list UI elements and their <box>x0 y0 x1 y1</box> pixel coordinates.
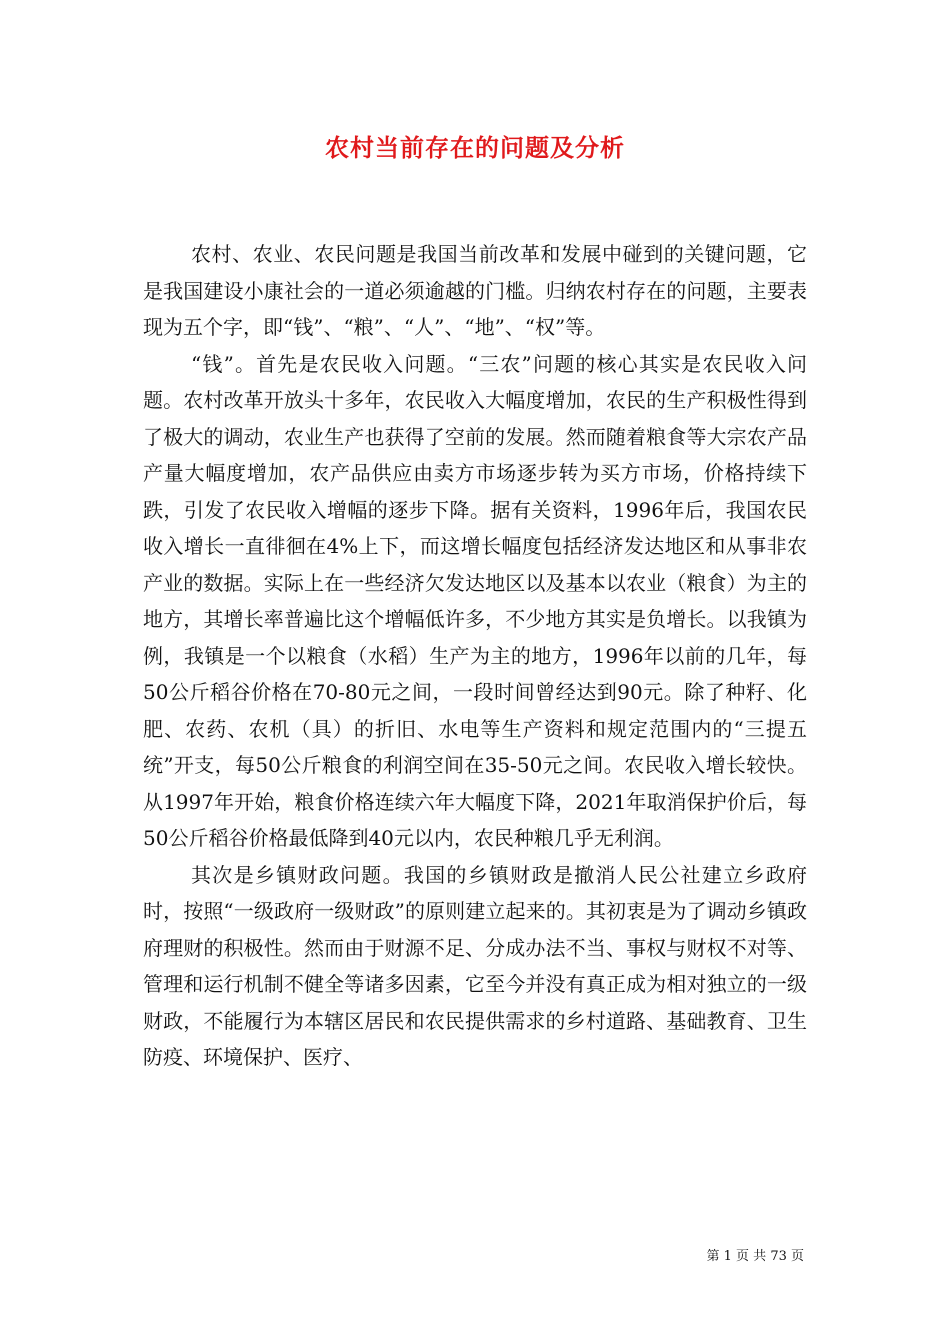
document-body <box>143 236 807 1076</box>
paragraph-money: “钱”。首先是农民收入问题。“三农”问题的核心其实是农民收入问题。农村改革开放头十多年，农民收入大幅度增加，农民的生产积极性得到了极大的调动，农业生产也获得了空前的发展。然而随着粮食等大宗农产品产量大幅度增加，农产品供应由卖方市场逐步转为买方市场，价格持续下跌，引发了农民收入增幅的逐步下降。据有关资料，1996年后，我国农民收入增长一直徘徊在4%上下，而这增长幅度包括经济发达地区和从事非农产业的数据。实际上在一些经济欠发达地区以及基本以农业（粮食）为主的地方，其增长率普遍比这个增幅低许多，不少地方其实是负增长。以我镇为例，我镇是一个以粮食（水稻）生产为主的地方，1996年以前的几年，每50公斤稻谷价格在70-80元之间，一段时间曾经达到90元。除了种籽、化肥、农药、农机（具）的折旧、水电等生产资料和规定范围内的“三提五统”开支，每50公斤粮食的利润空间在35-50元之间。农民收入增长较快。从1997年开始，粮食价格连续六年大幅度下降，2021年取消保护价后，每50公斤稻谷价格最低降到40元以内，农民种粮几乎无利润。 <box>143 351 807 850</box>
paragraph-intro: 农村、农业、农民问题是我国当前改革和发展中碰到的关键问题，它是我国建设小康社会的一道必须逾越的门槛。归纳农村存在的问题，主要表现为五个字，即“钱”、“粮”、“人”、“地”、“权”等。 <box>143 242 807 339</box>
paragraph-township-finance: 其次是乡镇财政问题。我国的乡镇财政是撤消人民公社建立乡政府时，按照“一级政府一级财政”的原则建立起来的。其初衷是为了调动乡镇政府理财的积极性。然而由于财源不足、分成办法不当、事权与财权不对等、管理和运行机制不健全等诸多因素，它至今并没有真正成为相对独立的一级财政，不能履行为本辖区居民和农民提供需求的乡村道路、基础教育、卫生防疫、环境保护、医疗、 <box>143 862 807 1069</box>
document-title: 农村当前存在的问题及分析 <box>325 133 625 162</box>
page-number-footer: 第 1 页 共 73 页 <box>706 1249 804 1264</box>
